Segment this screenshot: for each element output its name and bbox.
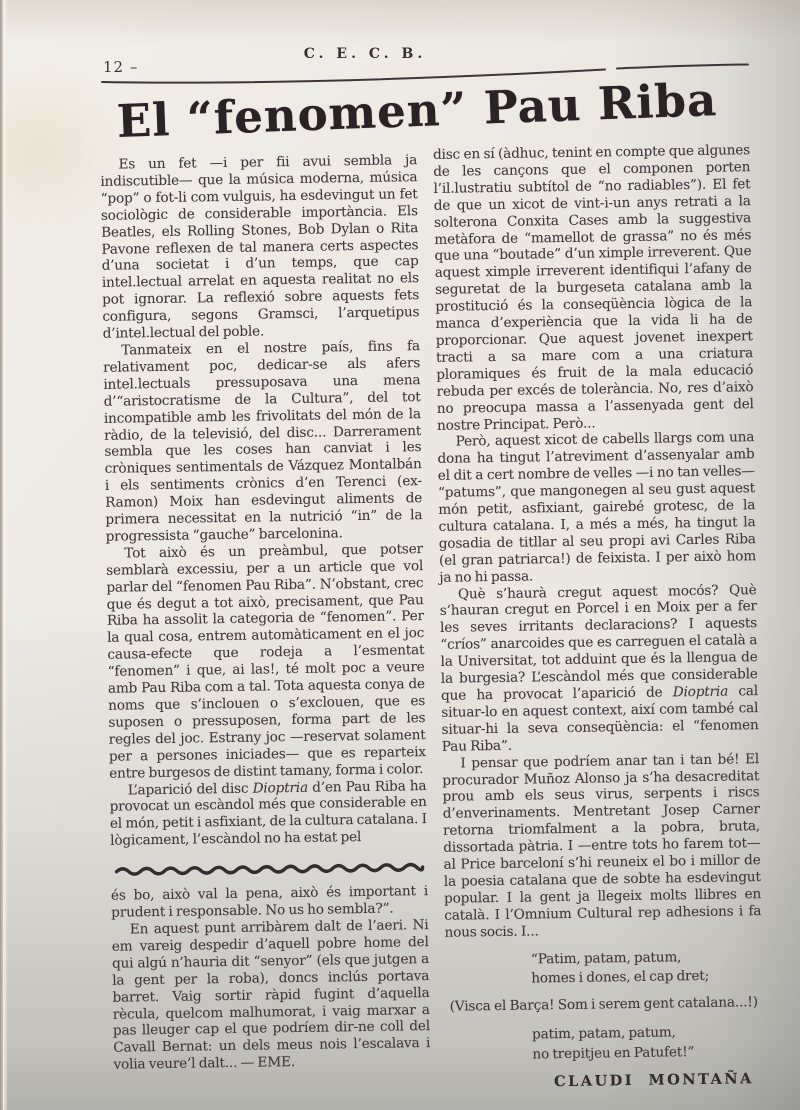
verse-block	[532, 1022, 764, 1064]
paragraph-text: d’en Pau Riba ha provocat un escàndol més que considerable en el món, petit i asfixiant, de la cultura catalana. I lògicament, l’escàndol no ha estat pel	[109, 777, 428, 849]
verse-line: no trepitjeu en Patufet!”	[532, 1043, 695, 1063]
verse-line: homes i dones, el cap dret;	[531, 967, 710, 987]
paragraph: Tanmateix en el nostre país, fins fa relativament poc, dedicar-se als afers intel.lectuals pressuposava una mena d’“aristocratisme de la Cultura”, del tot incompatible amb les frivolitats del món de la ràdio, de la televisió, del disc... Darrerament sembla que les coses han canviat i les cròniques sentimentals de Vázquez Montalbán i els sentiments crònics d’en Terenci (ex-Ramon) Moix han esdevingut aliments de primera necessitat en la nutrició “in” de la progressista “gauche” barcelonina.	[103, 338, 423, 545]
verse-block	[531, 947, 763, 989]
paragraph: Tot això és un preàmbul, que potser semblarà excessiu, per a un article que vol parlar del “fenomen Pau Riba”. N’obstant, crec que és degut a tot això, precisament, que Pau Riba ha assolit la categoria de “fenomen”. Per la qual cosa, entrem automàticament en el joc causa-efecte que rodeja a l’esmentat “fenomen” i que, ai las!, té molt poc a veure amb Pau Riba com a tal. Tota aquesta conya de noms que s’inclouen o s’exclouen, que es suposen o pressuposen, forma part de les regles del joc. Estrany joc —reservat solament per a persones iniciades— que es reparteix entre burgesos de distint tamany, forma i color.	[106, 540, 427, 782]
paragraph-text: L’aparició del disc	[127, 780, 253, 799]
left-column	[100, 152, 431, 1098]
paragraph: disc en sí (àdhuc, tenint en compte que algunes de les cançons que el componen porten l’il.lustratiu subtítol de “no radiables”). El fet de que un xicot de vint-i-un anys retrati a la solterona Conxita Cases amb la suggestiva metàfora de “mamellot de grassa” no és més que una “boutade” d’un ximple irreverent. Que aquest ximple irreverent identifiqui l’afany de seguretat de la burgeseta catalana amb la prostitució és la conseqüència lògica de la manca d’experiència que la vida li ha de proporcionar. Que aquest jovenet inexpert tracti a sa mare com a una criatura ploramiques és fruit de la mala educació rebuda per excés de tolerància. No, res d’això no preocupa massa a l’assenyada gent del nostre Principat. Però...	[432, 142, 754, 434]
paragraph: En aquest punt arribàrem dalt de l’aeri. Ni em vareig despedir d’aquell pobre home del qui algú n’hauria dit “senyor” (els que jutgen a la gent per la roba), doncs inclús portava barret. Vaig sortir ràpid fugint d’aquella rècula, quelcom malhumorat, i vaig marxar a pas lleuger cap el que podríem dir-ne coll del Cavall Bernat: un dels meus nois l’escalava i volia veure’l dalt... — EME.	[111, 917, 431, 1073]
album-title-italic: Dioptria	[252, 779, 309, 797]
paragraph: I pensar que podríem anar tan i tan bé! El procurador Muñoz Alonso ja s’ha desacreditat prou amb els seus virus, serpents i riscs d’enverinaments. Mentretant Josep Carner retorna triomfalment a la pobra, bruta, dissortada pàtria. I —entre tots ho farem tot— al Price barceloní s’hi reuneix el bo i millor de la poesia catalana que de sobte ha esdevingut popular. I la gent ja llegeix molts llibres en català. I l’Omnium Cultural rep adhesions i fa nous socis. I...	[442, 750, 762, 941]
paragraph: Però, aquest xicot de cabells llargs com una dona ha tingut l’atreviment d’assenyalar amb el dit a cert nombre de velles —i no tan velles— “patums”, que mangonegen al seu gust aquest món petit, asfixiant, gairebé grotesc, de la cultura catalana. I, a més a més, ha tingut la gosadia de titllar al seu propi avi Carles Riba (el gran patriarca!) de feixista. I per això hom ja no hi passa.	[437, 429, 757, 586]
paragraph: és bo, això val la pena, això és important i prudent i responsable. No us ho sembla?”.	[110, 883, 429, 921]
paragraph	[439, 582, 758, 756]
page-number: 12 –	[103, 58, 139, 76]
paragraph	[109, 778, 427, 850]
paragraph-text: cal situar-lo en aquest context, així com també cal situar-hi la seva conseqüència: el “fenomen Pau Riba”.	[441, 683, 759, 755]
album-title-italic: Dioptria	[672, 683, 729, 701]
verse-line: “Patim, patam, patum,	[530, 948, 682, 968]
wavy-divider	[113, 860, 425, 877]
paragraph-text: Què s’haurà cregut aquest mocós? Què s’hauran cregut en Porcel i en Moix per a fer les seves irritants declaracions? I aquests “críos” anarcoides que es carreguen el català a la Universitat, tot adduint que és la llengua de la burgesia? L’escàndol més que considerable que ha provocat l’aparició de	[439, 581, 758, 704]
right-column	[433, 142, 764, 1093]
paragraph: Es un fet —i per fii avui sembla ja indiscutible— que la música moderna, música “pop” o fot-li com vulguis, ha esdevingut un fet sociològic de considerable importància. Els Beatles, els Rolling Stones, Bob Dylan o Rita Pavone reflexen de tal manera certs aspectes d’una societat i d’un temps, que cap intel.lectual arrelat en aquesta realitat no els pot ignorar. La reflexió sobre aquests fets configura, segons Gramsci, l’arquetipus d’intel.lectual del poble.	[100, 152, 420, 342]
verse-parenthetical: (Visca el Barça! Som i serem gent catalana...!)	[449, 993, 758, 1015]
page-left-edge-highlight	[3, 0, 8, 1110]
article-body	[100, 142, 764, 1098]
journal-title: C. E. C. B.	[303, 46, 427, 62]
author-signature: CLAUDI MONTAÑA	[553, 1070, 754, 1091]
article-title: El “fenomen” Pau Riba	[115, 73, 719, 148]
verse-line: patim, patam, patum,	[531, 1024, 676, 1043]
